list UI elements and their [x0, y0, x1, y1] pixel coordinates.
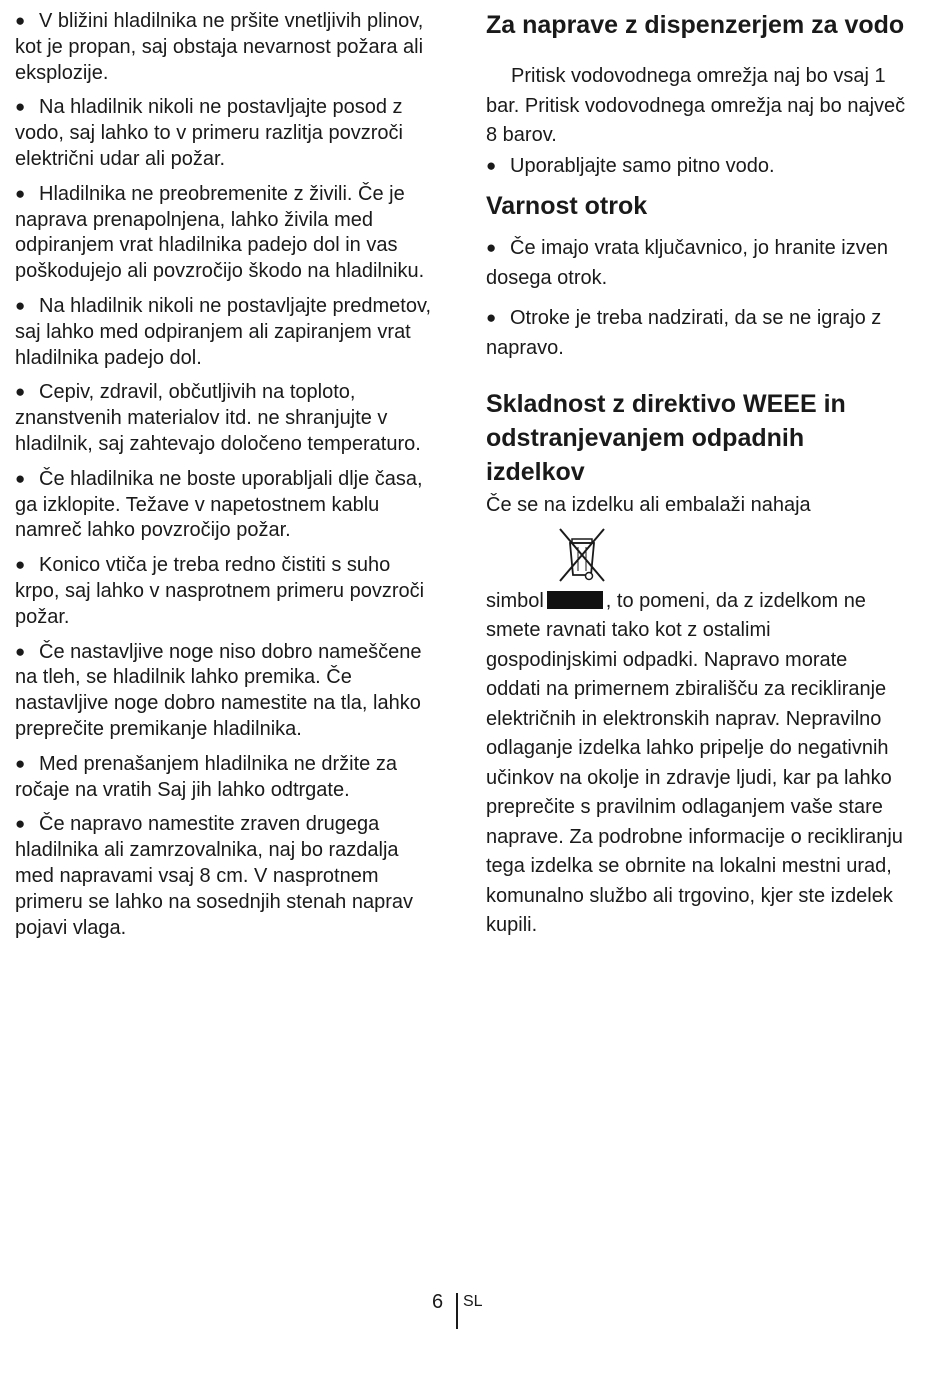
water-pressure-paragraph: Pritisk vodovodnega omrežja naj bo vsaj 1 bar. Pritisk vodovodnega omrežja naj bo največ 8 barov.	[486, 65, 906, 146]
safety-bullet: ● Med prenašanjem hladilnika ne držite za ročaje na vratih Saj jih lahko odtrgate.	[15, 752, 397, 801]
water-bullet: ● Uporabljajte samo pitno vodo.	[486, 151, 906, 182]
bullet-icon: ●	[486, 238, 497, 257]
crossed-out-wheelie-bin-icon	[556, 525, 608, 585]
bullet-icon: ●	[15, 641, 26, 661]
safety-bullet: ● Na hladilnik nikoli ne postavljajte posod z vodo, saj lahko to v primeru razlitja povzroči električni udar ali požar.	[15, 96, 403, 170]
right-column	[486, 8, 906, 941]
bullet-icon: ●	[15, 468, 26, 488]
weee-intro: Če se na izdelku ali embalaži nahaja	[486, 494, 811, 516]
weee-paragraph: simbol , to pomeni, da z izdelkom ne smete ravnati tako kot z ostalimi gospodinjskimi odpadki. Napravo morate oddati na primernem zbirališču za recikliranje električnih in elektronskih naprav. Nepravilno odlaganje izdelka lahko pripelje do negativnih učinkov na okolje in zdravje ljudi, kar pa lahko preprečite s pravilnim odlaganjem vaše stare naprave. Za podrobne informacije o recikliranju tega izdelka se obrnite na lokalni mestni urad, komunalno službo ali trgovino, kjer ste izdelek kupili.	[486, 587, 906, 941]
page-footer	[0, 1288, 950, 1330]
safety-bullet: ● Hladilnika ne preobremenite z živili. Če je naprava prenapolnjena, lahko živila med odpiranjem vrat hladilnika padejo dol in vas poškodujejo ali povzročijo škodo na hladilniku.	[15, 182, 425, 283]
bullet-icon: ●	[486, 155, 497, 175]
child-safety-heading: Varnost otrok	[486, 192, 648, 220]
bullet-icon: ●	[15, 753, 26, 773]
bullet-icon: ●	[15, 382, 26, 402]
safety-bullet: ● Na hladilnik nikoli ne postavljajte predmetov, saj lahko med odpiranjem ali zapiranjem vrat hladilnika padejo dol.	[15, 294, 432, 369]
safety-bullet: ● Če hladilnika ne boste uporabljali dlje časa, ga izklopite. Težave v napetostnem kablu namreč lahko povzročijo požar.	[15, 467, 423, 542]
bullet-icon: ●	[15, 555, 26, 575]
safety-bullet: ● Če nastavljive noge niso dobro nameščene na tleh, se hladilnik lahko premika. Če nastavljive noge dobro namestite na tla, lahko preprečite premikanje hladilnika.	[15, 640, 422, 740]
weee-heading: Skladnost z direktivo WEEE in odstranjevanjem odpadnih izdelkov	[486, 390, 846, 486]
language-code: SL	[463, 1293, 483, 1310]
bullet-icon: ●	[15, 814, 26, 834]
bullet-icon: ●	[486, 308, 497, 327]
safety-bullet: ● V bližini hladilnika ne pršite vnetljivih plinov, kot je propan, saj obstaja nevarnost požara ali eksplozije.	[15, 10, 424, 84]
bullet-icon: ●	[15, 183, 26, 203]
safety-bullet: ● Če napravo namestite zraven drugega hladilnika ali zamrzovalnika, naj bo razdalja med napravami vsaj 8 cm. V nasprotnem primeru se lahko na sosednjih stenah naprav pojavi vlaga.	[15, 813, 414, 939]
bullet-icon: ●	[15, 295, 26, 315]
symbol-bar	[547, 591, 603, 609]
left-column	[15, 8, 440, 949]
water-dispenser-heading: Za naprave z dispenzerjem za vodo	[486, 11, 905, 39]
child-bullet: ● Otroke je treba nadzirati, da se ne igrajo z napravo.	[486, 303, 906, 363]
bullet-icon: ●	[15, 97, 26, 117]
child-bullet: ● Če imajo vrata ključavnico, jo hranite izven dosega otrok.	[486, 233, 906, 293]
safety-bullet: ● Cepiv, zdravil, občutljivih na toploto, znanstvenih materialov itd. ne shranjujte v hladilnik, saj zahtevajo določeno temperaturo.	[15, 381, 421, 455]
safety-bullet: ● Konico vtiča je treba redno čistiti s suho krpo, saj lahko v nasprotnem primeru povzroči požar.	[15, 554, 425, 628]
footer-divider	[456, 1293, 458, 1329]
page-number: 6	[432, 1291, 444, 1313]
bullet-icon: ●	[15, 11, 26, 30]
